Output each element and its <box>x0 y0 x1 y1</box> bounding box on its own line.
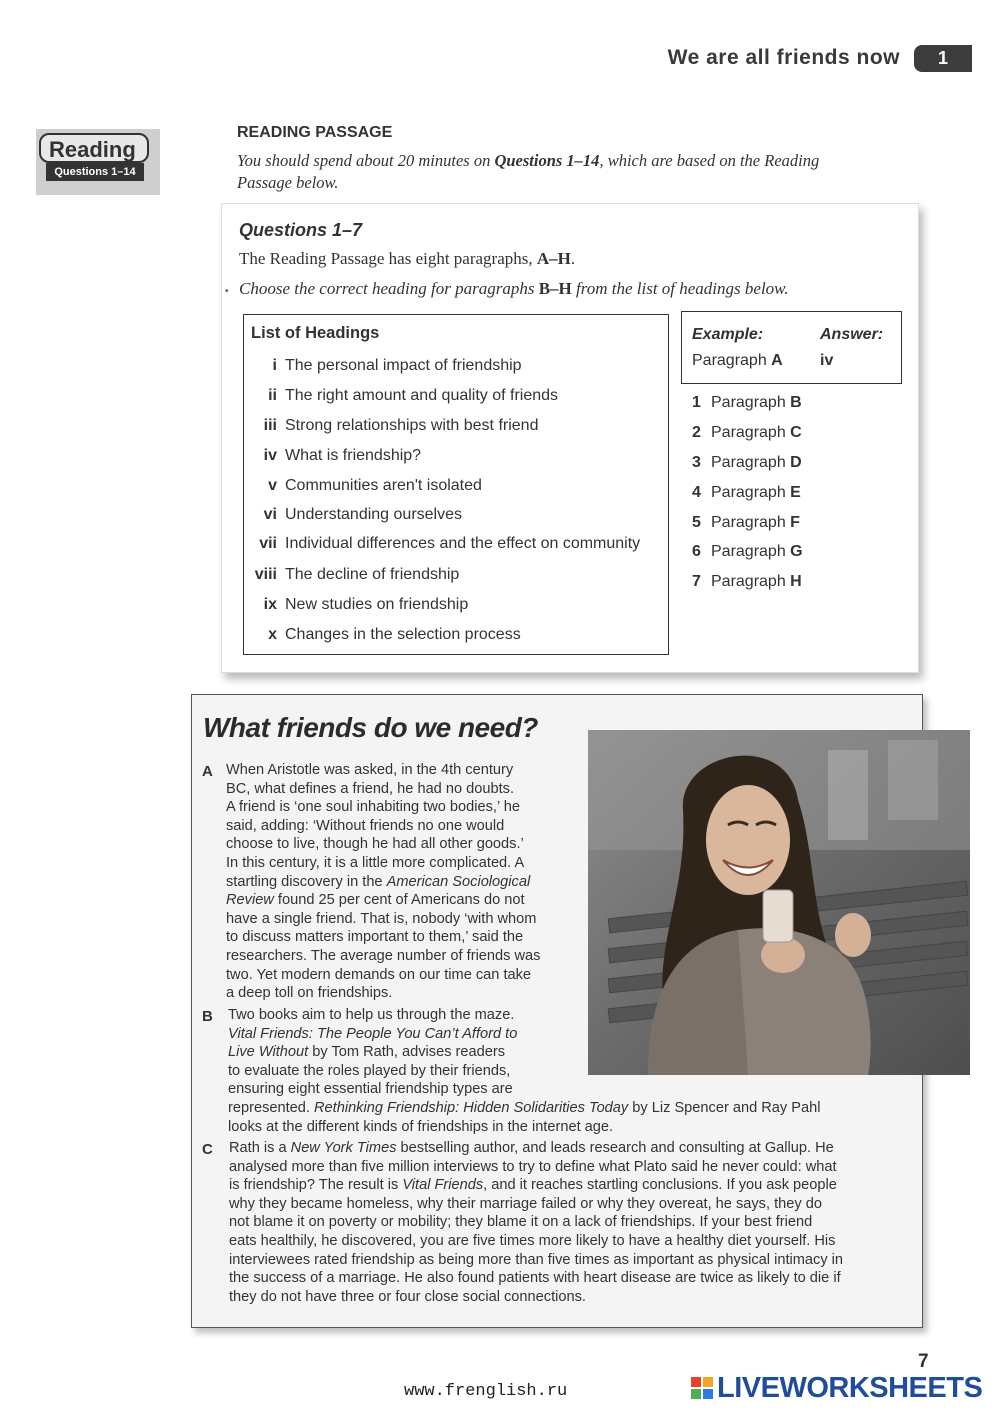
question-item: 4 Paragraph E <box>692 484 801 501</box>
paragraph-a: When Aristotle was asked, in the 4th century BC, what defines a friend, he had no doubts. A friend is ‘one soul inhabiting two bodies,’ he said, adding: ‘Without friends no one would choose to live, though he had all other goods.’ In this century, it is a little more complicated. A startling discovery in the American Sociological Review found 25 per cent of Americans do not have a single friend. That is, nobody ‘with whom to discuss matters important to them,’ said the researchers. The average number of friends was two. Yet modern demands on our time can take a deep toll on friendships. <box>226 762 541 1002</box>
heading-item: vi Understanding ourselves <box>263 506 462 523</box>
liveworksheets-logo-icon <box>689 1375 715 1401</box>
questions-instruction-1: The Reading Passage has eight paragraphs, A–H. <box>239 249 576 268</box>
heading-item: ix New studies on friendship <box>263 596 469 613</box>
questions-instruction-2: Choose the correct heading for paragraphs B–H from the list of headings below. <box>239 279 789 298</box>
heading-item: ii The right amount and quality of friends <box>268 387 559 404</box>
heading-item: vii Individual differences and the effect on community <box>259 535 641 552</box>
heading-item: v Communities aren't isolated <box>268 477 482 494</box>
question-item: 6 Paragraph G <box>692 543 803 560</box>
answer-label: Answer: <box>820 326 884 343</box>
paragraph-letter-c: C <box>202 1141 213 1158</box>
chapter-title: We are all friends now <box>667 46 900 69</box>
heading-item: iv What is friendship? <box>263 447 422 464</box>
page-number: 7 <box>918 1351 929 1372</box>
question-item: 1 Paragraph B <box>692 394 802 411</box>
example-box <box>681 311 902 384</box>
section-tag <box>36 129 160 195</box>
example-answer: iv <box>820 352 834 369</box>
question-item: 5 Paragraph F <box>692 514 800 531</box>
heading-item: i The personal impact of friendship <box>272 357 522 374</box>
bullet-dot: • <box>225 286 229 297</box>
heading-item: viii The decline of friendship <box>254 566 460 583</box>
questions-title: Questions 1–7 <box>239 220 363 240</box>
liveworksheets-logo-text[interactable]: LIVEWORKSHEETS <box>717 1372 983 1404</box>
paragraph-letter-a: A <box>202 763 213 780</box>
website-url[interactable]: www.frenglish.ru <box>404 1382 568 1401</box>
question-item: 2 Paragraph C <box>692 424 802 441</box>
article-title: What friends do we need? <box>203 712 538 743</box>
reading-passage-instructions: You should spend about 20 minutes on Questions 1–14, which are based on the Reading Passage below. <box>237 151 820 192</box>
section-tag-sublabel: Questions 1–14 <box>46 163 144 181</box>
section-tag-label: Reading <box>39 133 149 163</box>
example-label: Example: <box>692 326 764 343</box>
paragraph-c: Rath is a New York Times bestselling author, and leads research and consulting at Gallup. He analysed more than five million interviews to try to define what Plato said he never could: what is friendship? The result is Vital Friends, and it reaches startling conclusions. If you ask people why they became homeless, why their marriage failed or why they overeat, he says, they do not blame it on poverty or mobility; they blame it on a lack of friendships. If your best friend eats healthily, he discovered, you are five times more likely to have a healthy diet yourself. His interviewees rated friendship as being more than five times as important as physical intimacy in the success of a marriage. He also found patients with heart disease are twice as likely to die if they do not have three or four close social connections. <box>229 1140 844 1305</box>
heading-item: x Changes in the selection process <box>268 626 521 643</box>
paragraph-letter-b: B <box>202 1008 213 1025</box>
question-item: 3 Paragraph D <box>692 454 802 471</box>
example-paragraph: Paragraph A <box>692 352 783 369</box>
question-item: 7 Paragraph H <box>692 573 802 590</box>
chapter-number-badge: 1 <box>914 45 972 72</box>
reading-passage-title: READING PASSAGE <box>237 124 393 141</box>
heading-item: iii Strong relationships with best friend <box>263 417 539 434</box>
paragraph-b: Two books aim to help us through the maze. Vital Friends: The People You Can’t Afford to Live Without by Tom Rath, advises readers to evaluate the roles played by their friends, ensuring eight essential friendship types are represented. Rethinking Friendship: Hidden Solidarities Today by Liz Spencer and Ray Pahl looks at the different kinds of friendships in the internet age. <box>228 1007 821 1135</box>
list-of-headings-title: List of Headings <box>251 324 380 342</box>
